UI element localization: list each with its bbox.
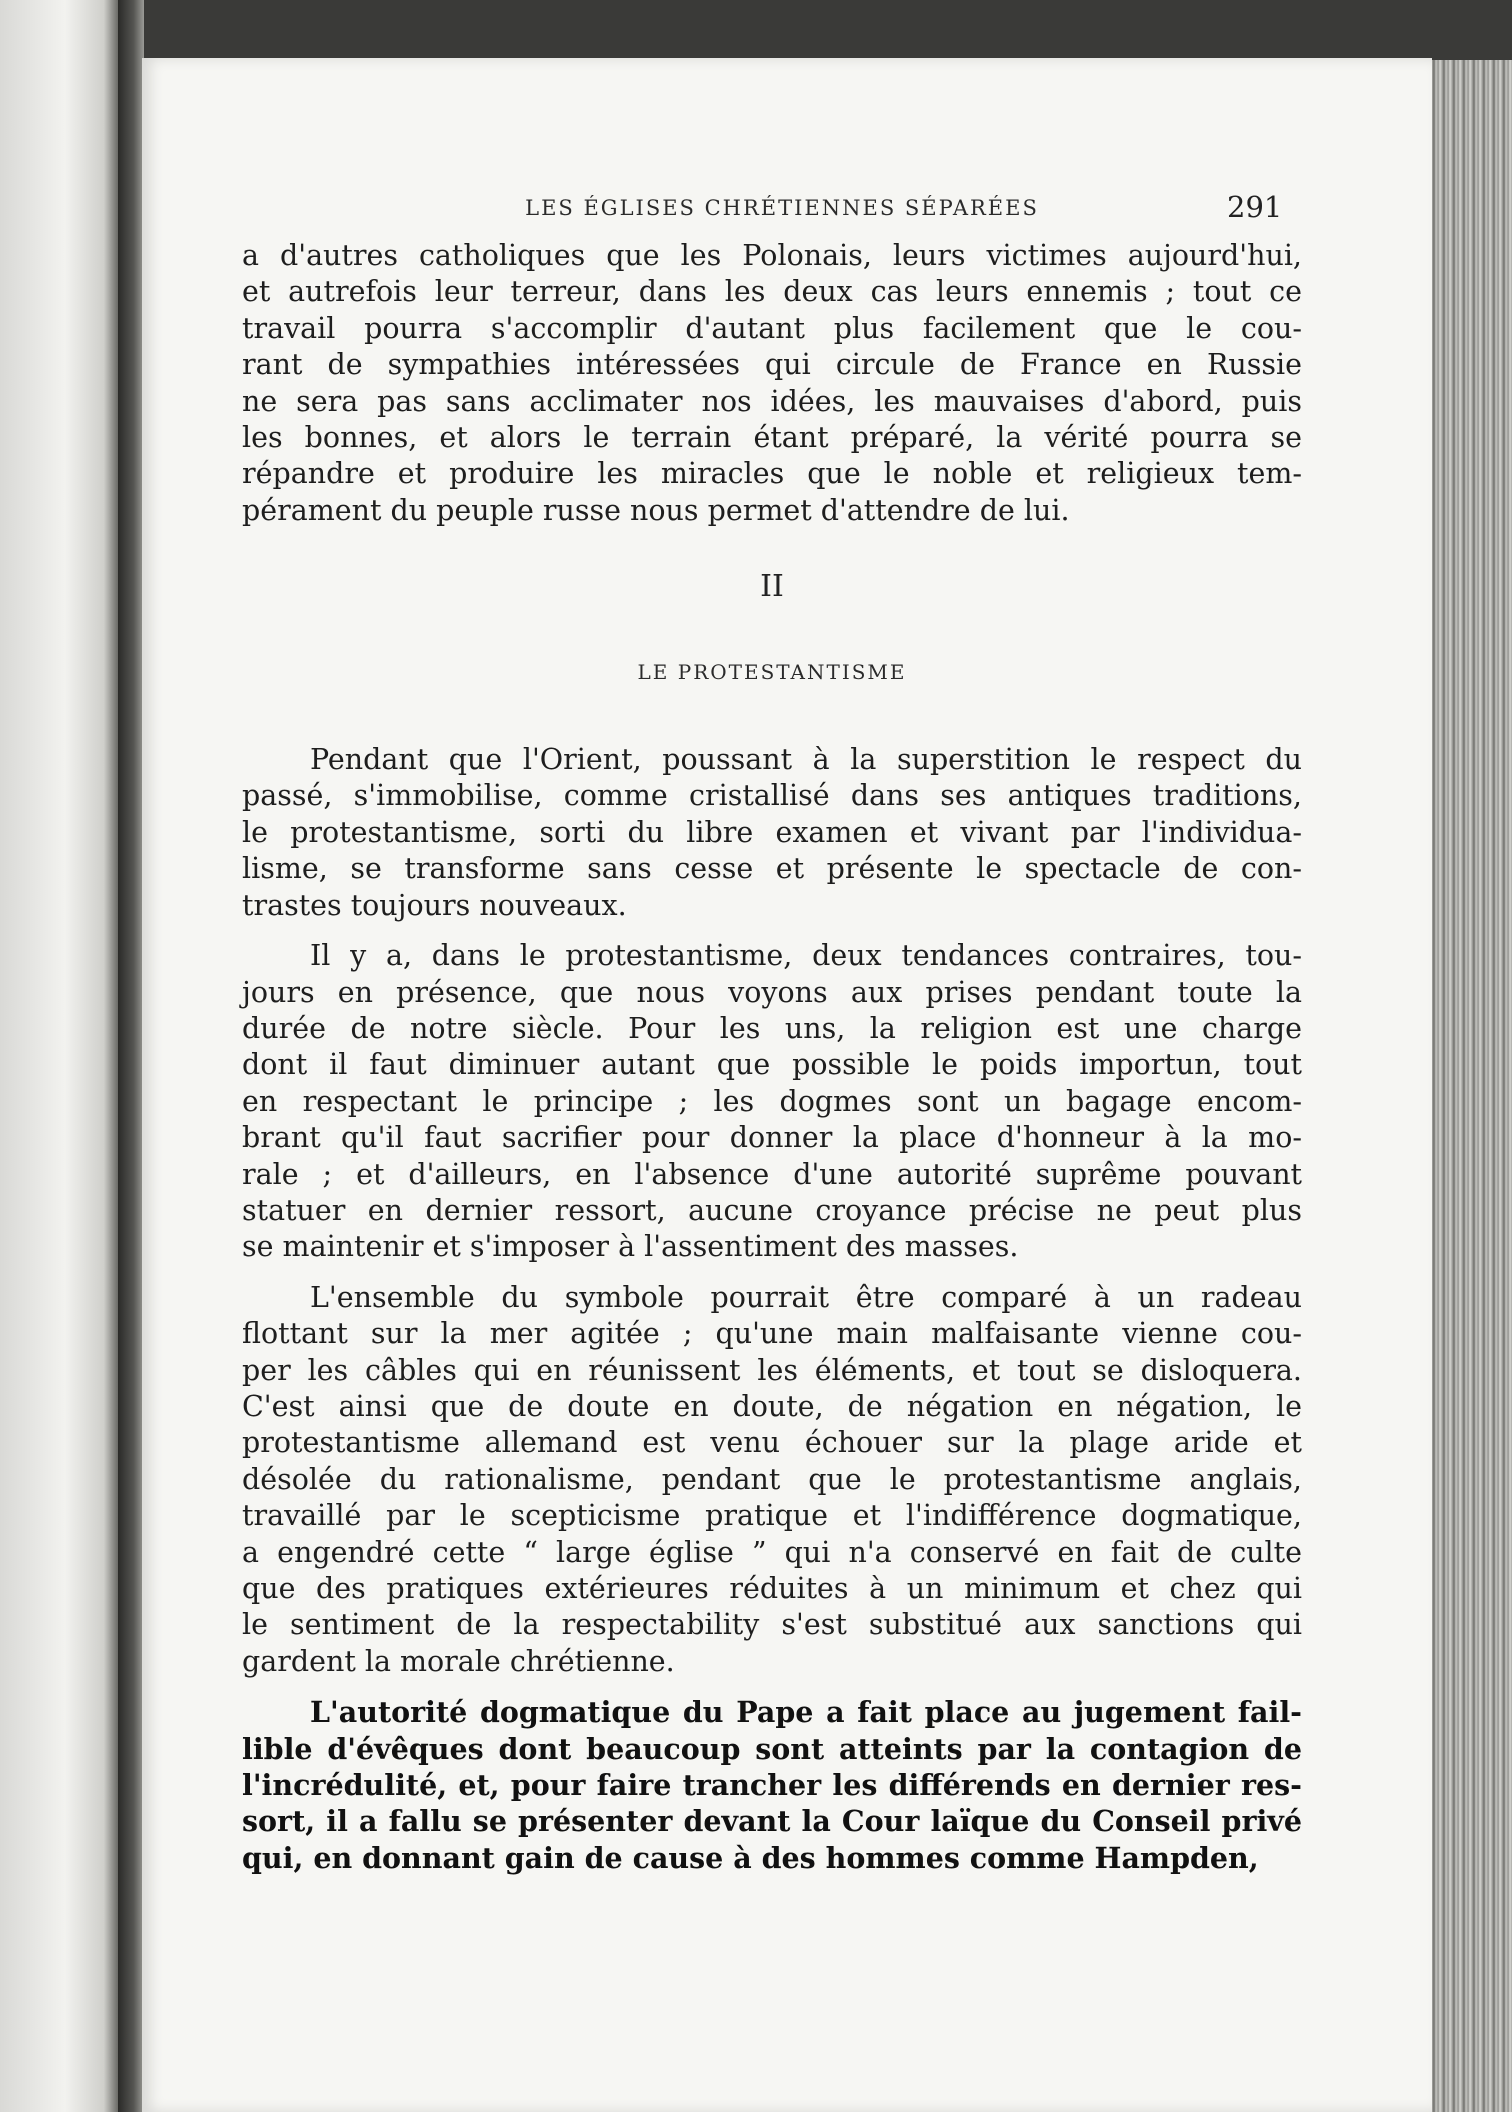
paragraph-3 <box>242 938 1302 1266</box>
paragraph-1 <box>242 238 1302 529</box>
text-line: durée de notre siècle. Pour les uns, la religion est une charge <box>242 1011 1302 1045</box>
text-line: per les câbles qui en réunissent les éléments, et tout se disloquera. <box>242 1353 1302 1387</box>
section-title: LE PROTESTANTISME <box>637 659 907 684</box>
text-line: protestantisme allemand est venu échouer sur la plage aride et <box>242 1426 1302 1460</box>
text-line: trastes toujours nouveaux. <box>242 888 627 922</box>
page-number: 291 <box>1227 190 1283 224</box>
text-line: les bonnes, et alors le terrain étant préparé, la vérité pourra se <box>242 421 1302 455</box>
text-line: pérament du peuple russe nous permet d'attendre de lui. <box>242 493 1070 527</box>
text-line: dont il faut diminuer autant que possible le poids importun, tout <box>242 1048 1302 1082</box>
text-line: rale ; et d'ailleurs, en l'absence d'une autorité suprême pouvant <box>242 1157 1302 1191</box>
section-number: II <box>760 569 784 605</box>
page-edges <box>1428 60 1512 2112</box>
text-line: travail pourra s'accomplir d'autant plus facilement que le cou- <box>242 311 1302 345</box>
body-text <box>242 238 1302 1876</box>
facing-page-edge <box>0 0 118 2112</box>
text-line: L'autorité dogmatique du Pape a fait place au jugement fail- <box>310 1695 1302 1730</box>
text-line: qui, en donnant gain de cause à des hommes comme Hampden, <box>242 1840 1259 1875</box>
text-line: statuer en dernier ressort, aucune croyance précise ne peut plus <box>242 1193 1302 1227</box>
text-line: répandre et produire les miracles que le noble et religieux tem- <box>242 457 1302 491</box>
text-line: en respectant le principe ; les dogmes sont un bagage encom- <box>242 1084 1302 1118</box>
page-header <box>142 190 1432 236</box>
paragraph-2 <box>242 742 1302 924</box>
text-line: lible d'évêques dont beaucoup sont atteints par la contagion de <box>242 1731 1302 1766</box>
text-line: sort, il a fallu se présenter devant la Cour laïque du Conseil privé <box>242 1804 1302 1839</box>
text-line: ne sera pas sans acclimater nos idées, les mauvaises d'abord, puis <box>242 384 1302 418</box>
text-line: brant qu'il faut sacrifier pour donner la place d'honneur à la mo- <box>242 1121 1302 1155</box>
text-line: que des pratiques extérieures réduites à un minimum et chez qui <box>242 1572 1302 1605</box>
text-line: C'est ainsi que de doute en doute, de négation en négation, le <box>242 1389 1302 1423</box>
text-line: Pendant que l'Orient, poussant à la superstition le respect du <box>310 743 1302 777</box>
running-head: LES ÉGLISES CHRÉTIENNES SÉPARÉES <box>525 196 1039 220</box>
paragraph-4 <box>242 1280 1302 1680</box>
text-line: L'ensemble du symbole pourrait être comparé à un radeau <box>310 1280 1302 1314</box>
text-line: jours en présence, que nous voyons aux prises pendant toute la <box>242 975 1302 1009</box>
text-line: Il y a, dans le protestantisme, deux tendances contraires, tou- <box>310 939 1302 973</box>
book-page <box>142 58 1432 2112</box>
text-line: a engendré cette “ large église ” qui n'a conservé en fait de culte <box>242 1535 1302 1569</box>
text-line: le sentiment de la respectability s'est substitué aux sanctions qui <box>242 1608 1302 1642</box>
text-line: l'incrédulité, et, pour faire trancher les différends en dernier res- <box>242 1768 1302 1803</box>
paragraph-5 <box>242 1694 1302 1876</box>
text-line: rant de sympathies intéressées qui circule de France en Russie <box>242 348 1302 382</box>
text-line: flottant sur la mer agitée ; qu'une main malfaisante vienne cou- <box>242 1317 1302 1351</box>
text-line: désolée du rationalisme, pendant que le protestantisme anglais, <box>242 1462 1302 1496</box>
book-gutter <box>118 0 144 2112</box>
text-line: a d'autres catholiques que les Polonais, leurs victimes aujourd'hui, <box>242 239 1302 272</box>
text-line: passé, s'immobilise, comme cristallisé dans ses antiques traditions, <box>242 779 1302 813</box>
text-line: gardent la morale chrétienne. <box>242 1644 675 1678</box>
text-line: se maintenir et s'imposer à l'assentiment des masses. <box>242 1230 1019 1264</box>
text-line: le protestantisme, sorti du libre examen et vivant par l'individua- <box>242 815 1302 849</box>
text-line: lisme, se transforme sans cesse et présente le spectacle de con- <box>242 852 1302 886</box>
text-line: et autrefois leur terreur, dans les deux cas leurs ennemis ; tout ce <box>242 275 1302 309</box>
text-line: travaillé par le scepticisme pratique et l'indifférence dogmatique, <box>242 1499 1302 1533</box>
